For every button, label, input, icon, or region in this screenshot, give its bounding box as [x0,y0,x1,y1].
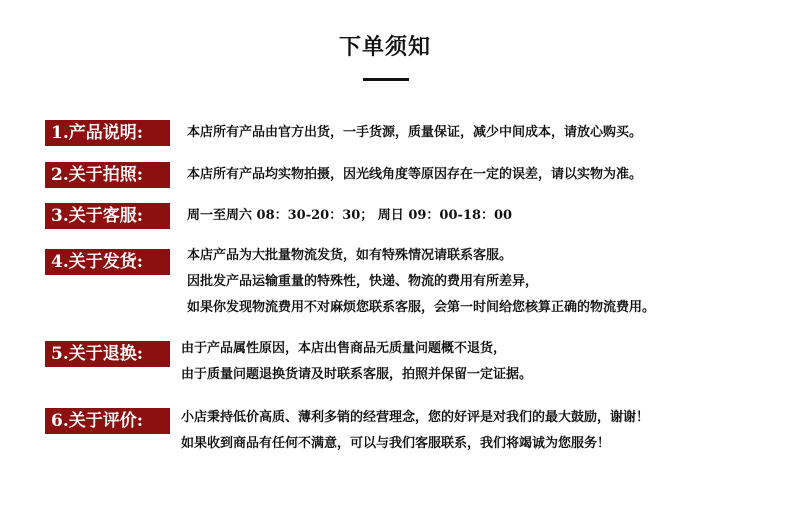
section-label: 5.关于退换: [45,341,170,367]
section-label: 2.关于拍照: [45,162,170,188]
section-line: 如果你发现物流费用不对麻烦您联系客服，会第一时间给您核算正确的物流费用。 [187,300,656,315]
section-line: 如果收到商品有任何不满意，可以与我们客服联系，我们将竭诚为您服务！ [181,436,611,451]
section-label: 4.关于发货: [45,249,170,275]
section-line: 本店所有产品由官方出货，一手货源，质量保证，减少中间成本，请放心购买。 [187,125,643,140]
section-label: 6.关于评价: [45,408,170,434]
section-line: 本店产品为大批量物流发货，如有特殊情况请联系客服。 [187,248,513,263]
page-title: 下单须知 [338,34,431,60]
title-underline [363,78,409,81]
section-line: 由于质量问题退换货请及时联系客服，拍照并保留一定证据。 [181,367,533,382]
section-line: 小店秉持低价高质、薄利多销的经营理念，您的好评是对我们的最大鼓励，谢谢！ [181,410,650,425]
section-line: 本店所有产品均实物拍摄，因光线角度等原因存在一定的误差，请以实物为准。 [187,167,643,182]
section-label: 3.关于客服: [45,203,170,229]
section-line: 因批发产品运输重量的特殊性，快递、物流的费用有所差异， [187,274,539,289]
section-line: 周一至周六 08：30-20：30； 周日 09：00-18：00 [187,208,513,223]
section-label: 1.产品说明: [45,120,170,146]
section-line: 由于产品属性原因，本店出售商品无质量问题概不退货， [181,341,507,356]
